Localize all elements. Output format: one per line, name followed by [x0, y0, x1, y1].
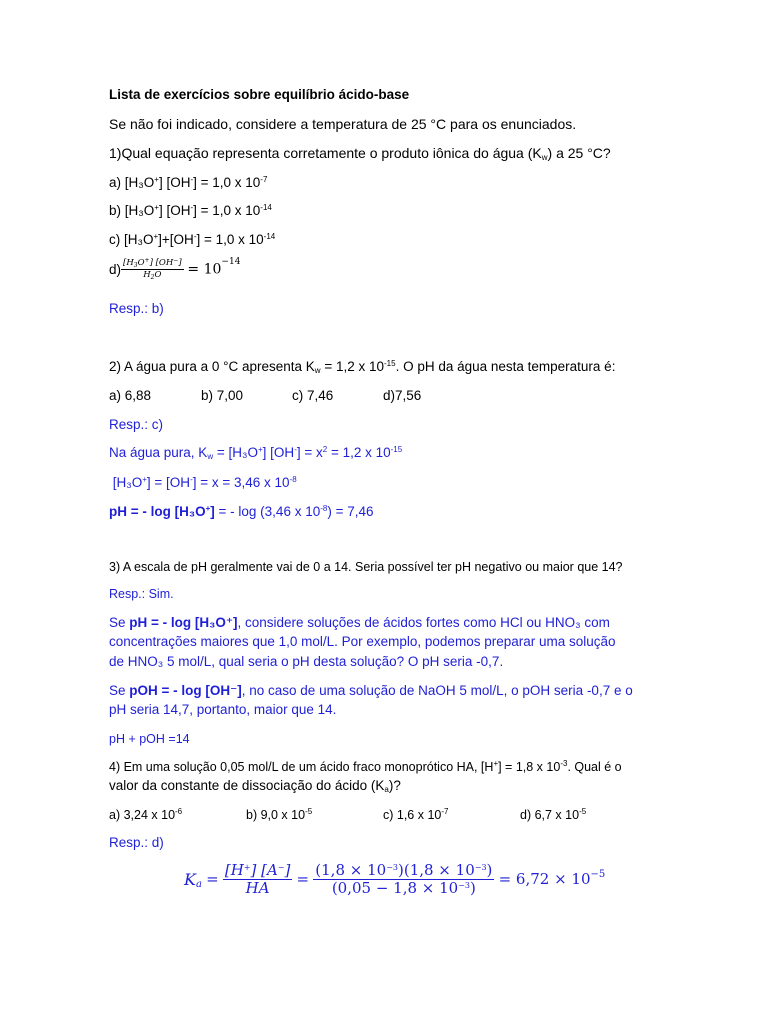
- question-4-stem-line-2: valor da constante de dissociação do ácido $(K_a)$?: [109, 778, 401, 794]
- question-1-option-c: c) [H₃O+]+[OH-] = 1,0 x $10^{-14}$: [109, 232, 276, 247]
- question-4-stem-line-1: 4) Em uma solução 0,05 mol/L de um ácido fraco monoprótico HA, [H+] = 1,8 x $10^{-3}$. Qual é o: [109, 759, 622, 774]
- option-d-fraction: $\frac{[H_3O^+] [OH^-]}{H_2O}$: [123, 257, 182, 281]
- ka-result: = $6,72 \times 10^{-5}$: [498, 869, 606, 888]
- ka-fraction-2: $\frac{(1,8 \times 10^{-3})(1,8 \times 10^{-3})}{(0,05 - 1,8 \times 10^{-3})}$: [315, 861, 493, 897]
- question-3-stem: 3) A escala de pH geralmente vai de 0 a 14. Seria possível ter pH negativo ou maior que 14?: [109, 560, 623, 574]
- q2-option-d: d)7,56: [383, 388, 422, 403]
- question-3-answer: Resp.: Sim.: [109, 587, 174, 601]
- ka-formula: $K_a$ = $\frac{[H^+] [A^-]}{HA}$ = $\frac{(1,8 \times 10^{-3})(1,8 \times 10^{-3})}{(0,05 - 1,8 \times 10^{-3})}$ = $6,72 \times 10^{-5}$: [184, 861, 606, 897]
- question-1-option-d: d) $\frac{[H_3O^+] [OH^-]}{H_2O}$ = $10^{-14}$: [109, 257, 241, 281]
- ka-fraction-1: $\frac{[H^+] [A^-]}{HA}$: [224, 861, 291, 897]
- page-title: Lista de exercícios sobre equilíbrio ácido-base: [109, 87, 410, 102]
- q2-option-c: c) 7,46: [292, 388, 334, 403]
- question-4-options: [109, 806, 586, 824]
- question-2-solution-2: [H₃O+] = [OH-] = x = 3,46 x $10^{-8}$: [109, 475, 297, 490]
- question-2-options: [109, 387, 421, 405]
- question-1-answer: Resp.: b): [109, 301, 164, 316]
- question-4-answer: Resp.: d): [109, 835, 164, 850]
- question-2-stem: 2) A água pura a 0 °C apresenta $K_w = 1,2$ x $10^{-15}$. O pH da água nesta temperatura é:: [109, 359, 616, 375]
- question-3-para-2-line-1: Se pOH = - log [OH⁻], no caso de uma solução de NaOH 5 mol/L, o pOH seria -0,7 e o: [109, 683, 633, 698]
- question-3-para-1-line-3: de HNO₃ 5 mol/L, qual seria o pH desta solução? O pH seria -0,7.: [109, 654, 504, 669]
- q4-option-a: a) 3,24 x $10^{-6}$: [109, 807, 183, 822]
- question-3-para-1-line-1: Se pH = - log [H₃O⁺], considere soluções de ácidos fortes como HCl ou HNO₃ com: [109, 615, 610, 630]
- question-2-solution-1: Na água pura, $K_w = [H_3O^+] [OH^-] = x^2 = 1,2$ x $10^{-15}$: [109, 445, 403, 461]
- question-3-para-1-line-2: concentrações maiores que 1,0 mol/L. Por exemplo, podemos preparar uma solução: [109, 634, 616, 649]
- question-3-para-3: pH + pOH =14: [109, 732, 190, 746]
- q4-option-d: d) 6,7 x $10^{-5}$: [520, 807, 587, 822]
- q4-option-b: b) 9,0 x $10^{-5}$: [246, 807, 313, 822]
- question-2-answer: Resp.: c): [109, 417, 164, 432]
- intro-text: Se não foi indicado, considere a temperatura de 25 °C para os enunciados.: [109, 116, 577, 132]
- q2-option-a: a) 6,88: [109, 388, 152, 403]
- ka-symbol: $K_a$: [184, 870, 202, 890]
- q4-option-c: c) 1,6 x $10^{-7}$: [383, 807, 449, 822]
- question-1-stem: 1)Qual equação representa corretamente o produto iônica do água $(K_w)$ a 25 °C?: [109, 145, 611, 162]
- question-3-para-2-line-2: pH seria 14,7, portanto, maior que 14.: [109, 702, 337, 717]
- q2-option-b: b) 7,00: [201, 388, 244, 403]
- question-1-option-a: a) [H₃O+] [OH-] = 1,0 x $10^{-7}$: [109, 175, 268, 190]
- question-1-option-b: b) [H₃O+] [OH-] = 1,0 x $10^{-14}$: [109, 203, 272, 218]
- question-2-solution-3: pH = - log [H₃O+] = - log (3,46 x $10^{-8}) = 7,46$: [109, 504, 374, 519]
